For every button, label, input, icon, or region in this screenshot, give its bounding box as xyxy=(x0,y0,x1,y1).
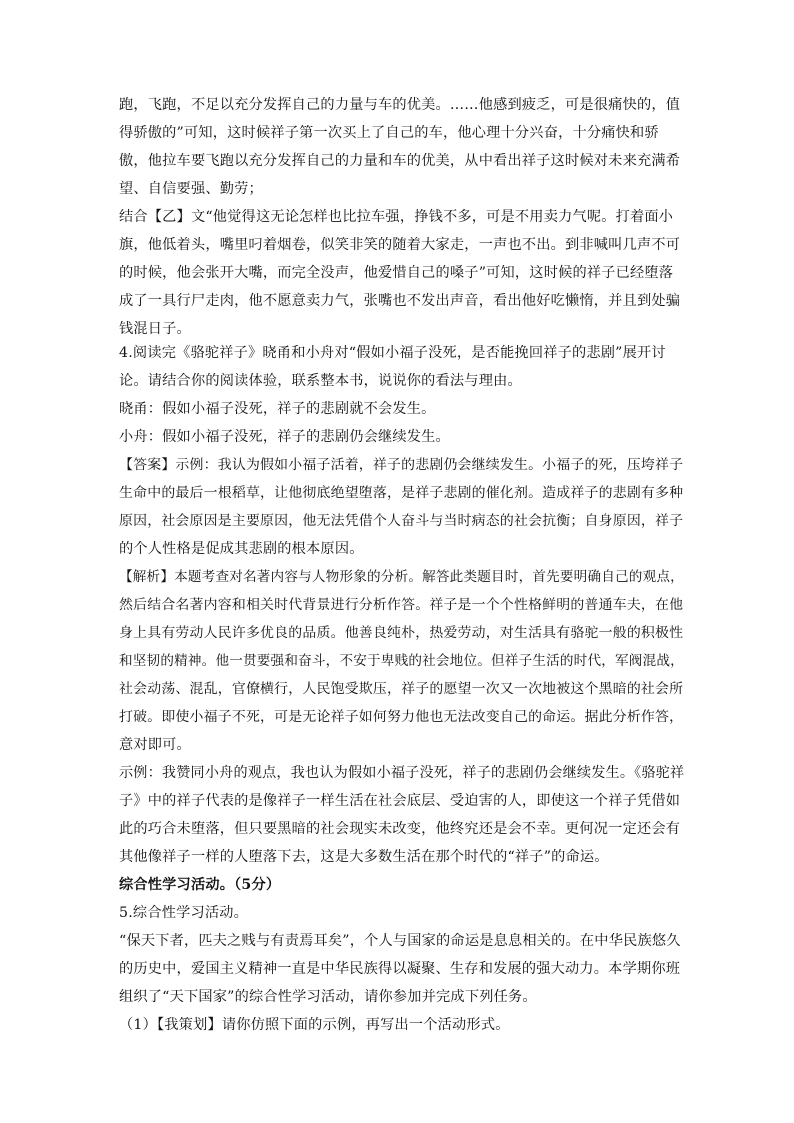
text-line: 此的巧合未堕落，但只要黑暗的社会现实未改变，他终究还是会不幸。更何况一定还会有 xyxy=(119,821,681,837)
text-line: 晓甬：假如小福子没死，祥子的悲剧就不会发生。 xyxy=(119,401,436,417)
text-line: 生命中的最后一根稻草，让他彻底绝望堕落，是祥子悲剧的催化剂。造成祥子的悲剧有多种 xyxy=(119,485,684,501)
question-4-stem: 4.阅读完《骆驼祥子》晓甬和小舟对“假如小福子没死，是否能挽回祥子的悲剧”展开讨 xyxy=(119,345,666,361)
text-line: 子》中的祥子代表的是像祥子一样生活在社会底层、受迫害的人，即使这一个祥子凭借如 xyxy=(119,793,681,809)
text-line: 的个人性格是促成其悲剧的根本原因。 xyxy=(119,541,364,557)
text-line: 小舟：假如小福子没死，祥子的悲剧仍会继续发生。 xyxy=(119,429,450,445)
text-line: 跑，飞跑，不足以充分发挥自己的力量与车的优美。……他感到疲乏，可是很痛快的，值 xyxy=(119,97,681,113)
text-line: 钱混日子。 xyxy=(119,321,191,337)
analysis-label: 【解析】本题考查对名著内容与人物形象的分析。解答此类题目时，首先要明确自己的观点， xyxy=(119,569,684,585)
text-line: 示例：我赞同小舟的观点，我也认为假如小福子没死，祥子的悲剧仍会继续发生。《骆驼祥 xyxy=(119,765,685,781)
text-line: 其他像祥子一样的人堕落下去，这是大多数生活在那个时代的“祥子”的命运。 xyxy=(119,849,609,865)
text-line: 成了一具行尸走肉，他不愿意卖力气，张嘴也不发出声音，看出他好吃懒惰，并且到处骗 xyxy=(119,293,681,309)
text-line: 然后结合名著内容和相关时代背景进行分析作答。祥子是一个个性格鲜明的普通车夫，在他 xyxy=(119,597,684,613)
text-line: 的历史中，爱国主义精神一直是中华民族得以凝聚、生存和发展的强大动力。本学期你班 xyxy=(119,961,681,977)
text-line: 社会动荡、混乱，官僚横行，人民饱受欺压，祥子的愿望一次又一次地被这个黑暗的社会所 xyxy=(119,681,684,697)
text-line: 的时候，他会张开大嘴，而完全没声，他爱惜自己的嗓子”可知，这时候的祥子已经堕落 xyxy=(119,265,674,281)
text-line: 和坚韧的精神。他一贯要强和奋斗，不安于卑贱的社会地位。但祥子生活的时代，军阀混战， xyxy=(119,653,684,669)
question-5-stem: 5.综合性学习活动。 xyxy=(119,905,249,921)
text-line: “保天下者，匹夫之贱与有责焉耳矣”，个人与国家的命运是息息相关的。在中华民族悠久 xyxy=(119,933,681,949)
text-line: 傲，他拉车要飞跑以充分发挥自己的力量和车的优美，从中看出祥子这时候对未来充满希 xyxy=(119,153,681,169)
answer-label: 【答案】示例：我认为假如小福子活着，祥子的悲剧仍会继续发生。小福子的死，压垮祥子 xyxy=(119,457,684,473)
text-line: 原因，社会原因是主要原因，他无法凭借个人奋斗与当时病态的社会抗衡；自身原因，祥子 xyxy=(119,513,684,529)
text-line: 打破。即使小福子不死，可是无论祥子如何努力他也无法改变自己的命运。据此分析作答， xyxy=(119,709,684,725)
text-line: 旗，他低着头，嘴里叼着烟卷，似笑非笑的随着大家走，一声也不出。到非喊叫几声不可 xyxy=(119,237,681,253)
text-line: 得骄傲的”可知，这时候祥子第一次买上了自己的车，他心理十分兴奋，十分痛快和骄 xyxy=(119,125,659,141)
text-line: 望、自信要强、勤劳； xyxy=(119,181,263,197)
sub-question-1: （1）【我策划】请你仿照下面的示例，再写出一个活动形式。 xyxy=(119,1017,510,1033)
section-heading: 综合性学习活动。（5分） xyxy=(119,877,281,893)
text-line: 结合【乙】文“他觉得这无论怎样也比拉车强，挣钱不多，可是不用卖力气呢。打着面小 xyxy=(119,209,674,225)
text-line: 身上具有劳动人民许多优良的品质。他善良纯朴，热爱劳动，对生活具有骆驼一般的积极性 xyxy=(119,625,684,641)
text-line: 意对即可。 xyxy=(119,737,191,753)
text-line: 论。请结合你的阅读体验，联系整本书，说说你的看法与理由。 xyxy=(119,373,522,389)
text-line: 组织了“天下国家”的综合性学习活动，请你参加并完成下列任务。 xyxy=(119,989,537,1005)
